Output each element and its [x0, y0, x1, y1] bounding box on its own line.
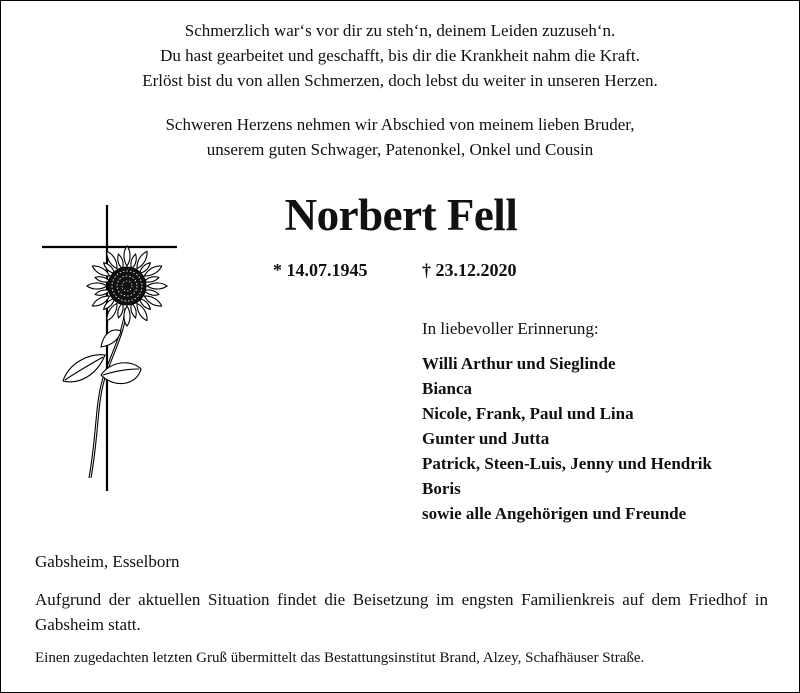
mourners-heading: In liebevoller Erinnerung: — [422, 319, 599, 338]
farewell-intro — [1, 112, 799, 162]
cross-icon — [42, 205, 177, 491]
mourner-entry: Patrick, Steen-Luis, Jenny und Hendrik — [422, 454, 712, 473]
mourner-entry: Boris — [422, 479, 461, 498]
sunflower-icon — [63, 246, 167, 478]
poem-line: Erlöst bist du von allen Schmerzen, doch lebst du weiter in unseren Herzen. — [142, 71, 658, 90]
mourners-list — [422, 351, 712, 526]
place-line: Gabsheim, Esselborn — [35, 552, 180, 571]
funeral-notice: Aufgrund der aktuellen Situation findet die Beisetzung im engsten Familienkreis auf dem Friedhof in Gabsheim statt. — [35, 590, 768, 634]
intro-line: unserem guten Schwager, Patenonkel, Onkel und Cousin — [206, 140, 594, 159]
cross-sunflower-illustration — [39, 203, 179, 493]
memorial-poem — [1, 18, 799, 93]
poem-line: Du hast gearbeitet und geschafft, bis dir die Krankheit nahm die Kraft. — [160, 46, 640, 65]
mourner-entry: Nicole, Frank, Paul und Lina — [422, 404, 634, 423]
mourner-entry: Bianca — [422, 379, 473, 398]
poem-line: Schmerzlich war‘s vor dir zu steh‘n, deinem Leiden zuzuseh‘n. — [184, 21, 616, 40]
intro-line: Schweren Herzens nehmen wir Abschied von meinem lieben Bruder, — [165, 115, 635, 134]
birth-date: * 14.07.1945 — [273, 260, 368, 280]
mourner-entry: sowie alle Angehörigen und Freunde — [422, 504, 687, 523]
mourner-entry: Gunter und Jutta — [422, 429, 550, 448]
deceased-name: Norbert Fell — [284, 190, 518, 240]
mourner-entry: Willi Arthur und Sieglinde — [422, 354, 616, 373]
death-date: † 23.12.2020 — [422, 260, 517, 280]
undertaker-footer: Einen zugedachten letzten Gruß übermittelt das Bestattungsinstitut Brand, Alzey, Schafhäuser Straße. — [35, 650, 645, 666]
